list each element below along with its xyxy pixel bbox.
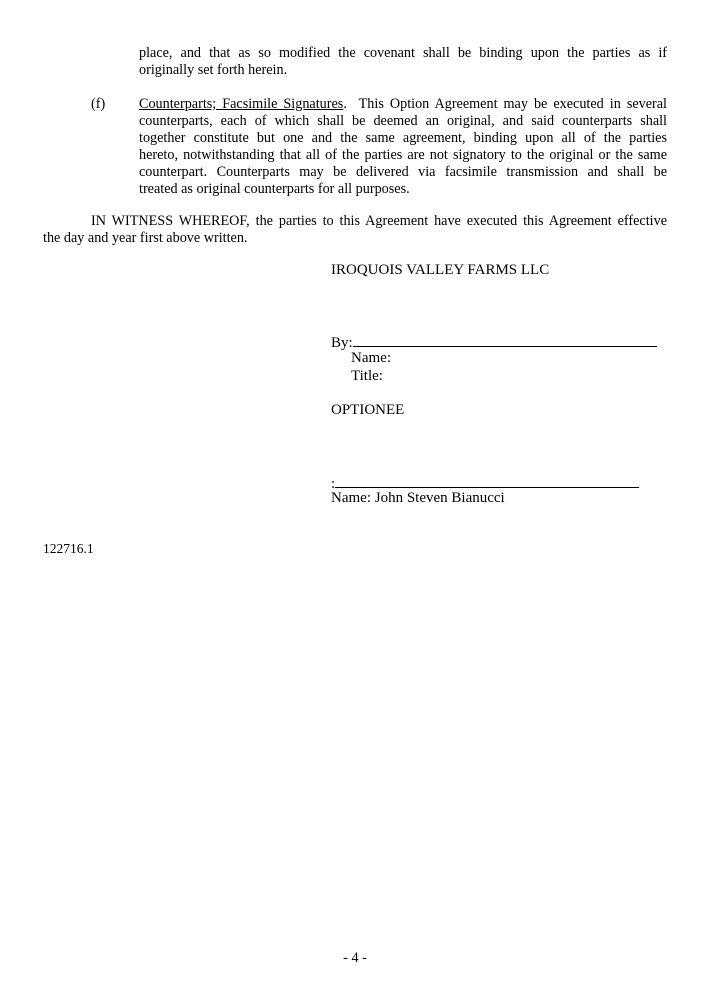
optionee-heading: OPTIONEE [331, 402, 405, 418]
continuation-line-1: place, and that as so modified the covenant shall be binding upon the parties as if [139, 45, 667, 61]
continuation-paragraph [139, 45, 667, 79]
section-f-line-4: hereto, notwithstanding that all of the parties are not signatory to the original or the same [139, 146, 667, 163]
company-title-label: Title: [351, 368, 383, 384]
section-f-line-5: counterpart. Counterparts may be delivered via facsimile transmission and shall be [139, 163, 667, 180]
section-f-paragraph [139, 96, 667, 197]
company-name: IROQUOIS VALLEY FARMS LLC [331, 262, 550, 278]
section-f-line-3: together constitute but one and the same agreement, binding upon all of the parties [139, 129, 667, 146]
section-f-marker: (f) [91, 96, 106, 112]
company-signature-field[interactable] [353, 332, 657, 347]
section-f-heading: Counterparts; Facsimile Signatures [139, 96, 344, 112]
section-f-line-6: treated as original counterparts for all purposes. [139, 180, 410, 197]
company-signature-line[interactable] [331, 332, 657, 352]
company-name-label: Name: [351, 350, 391, 366]
page-number: - 4 - [343, 950, 367, 966]
optionee-name-line: Name: John Steven Bianucci [331, 490, 505, 506]
optionee-signature-field[interactable] [335, 473, 639, 488]
section-f-line-1: Counterparts; Facsimile Signatures. This Option Agreement may be executed in several [139, 96, 667, 112]
company-by-label: By: [331, 335, 353, 351]
witness-line-2: the day and year first above written. [43, 229, 248, 246]
section-f-line-2: counterparts, each of which shall be deemed an original, and said counterparts shall [139, 112, 667, 129]
witness-paragraph [43, 213, 667, 247]
witness-line-1: IN WITNESS WHEREOF, the parties to this Agreement have executed this Agreement effective [91, 213, 667, 229]
document-id: 122716.1 [43, 541, 94, 556]
optionee-sig-prefix: : [331, 476, 336, 492]
continuation-line-2: originally set forth herein. [139, 61, 288, 78]
